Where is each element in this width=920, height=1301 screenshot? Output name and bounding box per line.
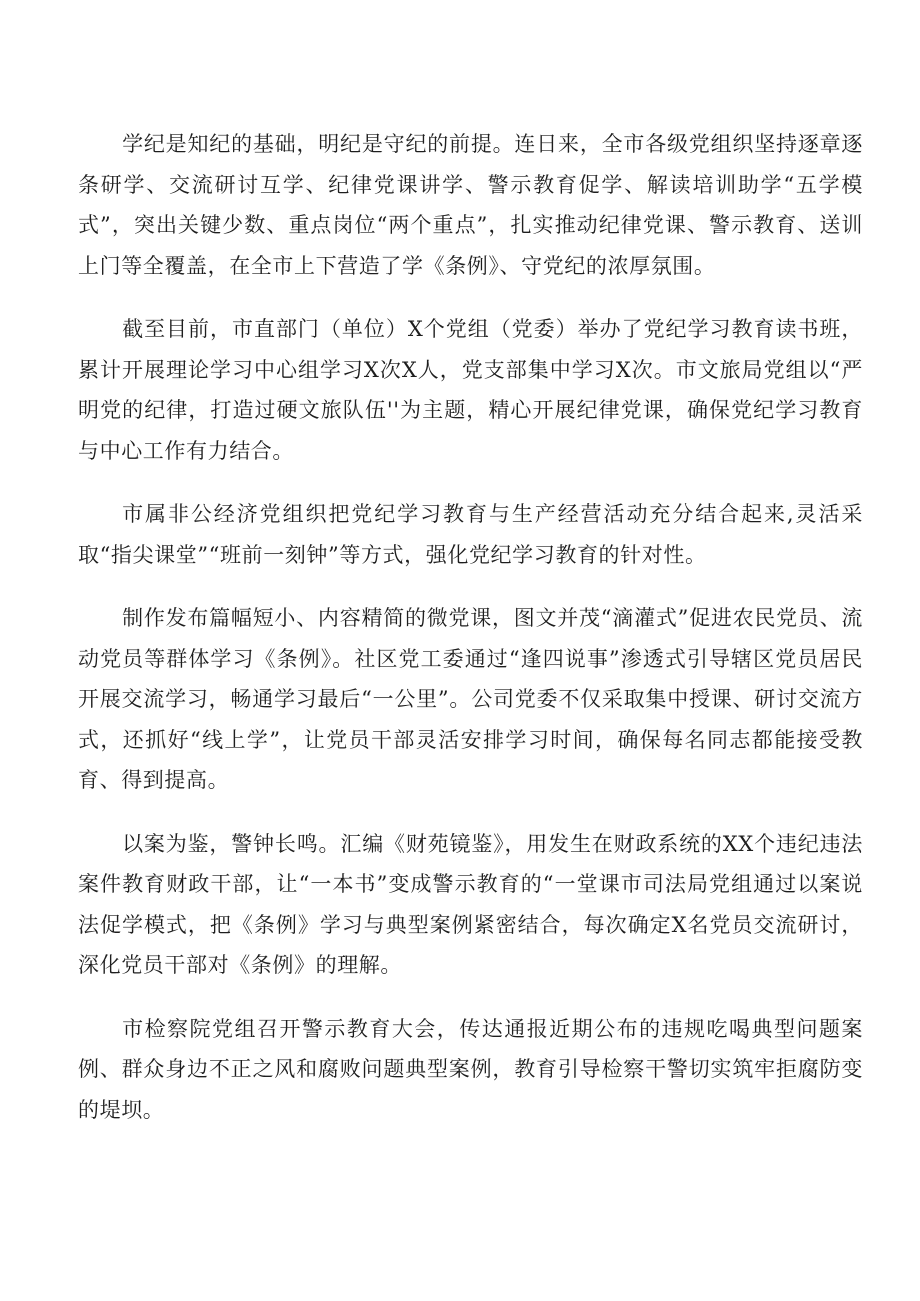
paragraph-6: 市检察院党组召开警示教育大会，传达通报近期公布的违规吃喝典型问题案例、群众身边不正之风和腐败问题典型案例，教育引导检察干警切实筑牢拒腐防变的堤坝。 <box>78 1016 863 1122</box>
paragraph-3: 市属非公经济党组织把党纪学习教育与生产经营活动充分结合起来,灵活采取“指尖课堂”“班前一刻钟”等方式，强化党纪学习教育的针对性。 <box>78 502 863 567</box>
document-body <box>78 124 863 1153</box>
paragraph-2: 截至目前，市直部门（单位）X个党组（党委）举办了党纪学习教育读书班，累计开展理论学习中心组学习X次X人，党支部集中学习X次。市文旅局党组以“严明党的纪律，打造过硬文旅队伍''为主题，精心开展纪律党课，确保党纪学习教育与中心工作有力结合。 <box>78 317 863 463</box>
paragraph-1: 学纪是知纪的基础，明纪是守纪的前提。连日来，全市各级党组织坚持逐章逐条研学、交流研讨互学、纪律党课讲学、警示教育促学、解读培训助学“五学模式”，突出关键少数、重点岗位“两个重点”，扎实推动纪律党课、警示教育、送训上门等全覆盖，在全市上下营造了学《条例》、守党纪的浓厚氛围。 <box>78 132 863 278</box>
paragraph-4: 制作发布篇幅短小、内容精简的微党课，图文并茂“滴灌式”促进农民党员、流动党员等群体学习《条例》。社区党工委通过“逢四说事”渗透式引导辖区党员居民开展交流学习，畅通学习最后“一公里”。公司党委不仅采取集中授课、研讨交流方式，还抓好“线上学”，让党员干部灵活安排学习时间，确保每名同志都能接受教育、得到提高。 <box>78 606 863 792</box>
paragraph-5: 以案为鉴，警钟长鸣。汇编《财苑镜鉴》，用发生在财政系统的XX个违纪违法案件教育财政干部，让“一本书”变成警示教育的“一堂课市司法局党组通过以案说法促学模式，把《条例》学习与典型案例紧密结合，每次确定X名党员交流研讨，深化党员干部对《条例》的理解。 <box>78 831 863 977</box>
